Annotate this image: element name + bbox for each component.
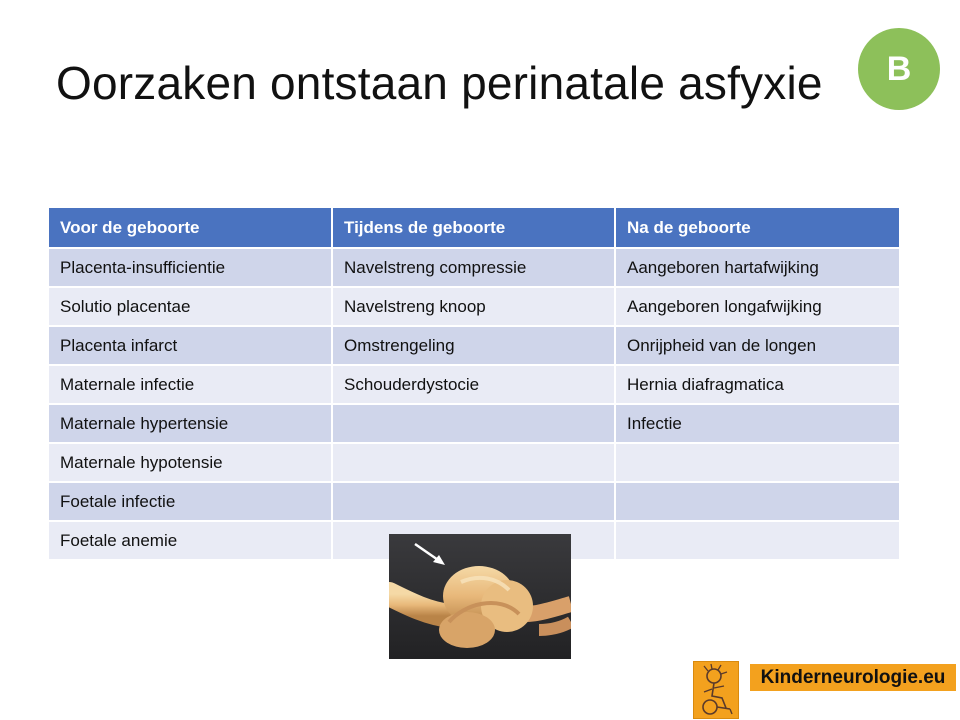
table-row [49,248,900,287]
table-cell: Infectie [615,404,900,443]
table-cell: Maternale infectie [49,365,332,404]
table-cell: Omstrengeling [332,326,615,365]
column-header-before-birth: Voor de geboorte [49,208,332,248]
table-cell: Hernia diafragmatica [615,365,900,404]
table-cell: Aangeboren hartafwijking [615,248,900,287]
section-badge: B [858,28,940,110]
table-cell: Placenta-insufficientie [49,248,332,287]
causes-table [49,208,901,561]
table-row [49,443,900,482]
table-cell: Maternale hypertensie [49,404,332,443]
table-cell: Foetale infectie [49,482,332,521]
table-cell: Navelstreng knoop [332,287,615,326]
cord-knot-illustration [389,534,571,659]
umbilical-cord-knot-photo [389,534,571,659]
table-cell: Aangeboren longafwijking [615,287,900,326]
table-cell [332,443,615,482]
table-cell: Schouderdystocie [332,365,615,404]
table-cell [615,443,900,482]
column-header-during-birth: Tijdens de geboorte [332,208,615,248]
table-cell: Onrijpheid van de longen [615,326,900,365]
table-row [49,482,900,521]
table-cell: Placenta infarct [49,326,332,365]
table-cell: Navelstreng compressie [332,248,615,287]
table-row [49,287,900,326]
table-cell: Foetale anemie [49,521,332,560]
table-cell [615,482,900,521]
table-cell [332,404,615,443]
table-row [49,326,900,365]
child-neurology-logo-icon [693,661,739,719]
table-cell [332,482,615,521]
table-cell: Maternale hypotensie [49,443,332,482]
slide-title: Oorzaken ontstaan perinatale asfyxie [56,57,823,109]
table-header-row [49,208,900,248]
table-row [49,365,900,404]
column-header-after-birth: Na de geboorte [615,208,900,248]
table-cell [615,521,900,560]
table-cell: Solutio placentae [49,287,332,326]
table-row [49,404,900,443]
site-name-label: Kinderneurologie.eu [750,664,956,691]
